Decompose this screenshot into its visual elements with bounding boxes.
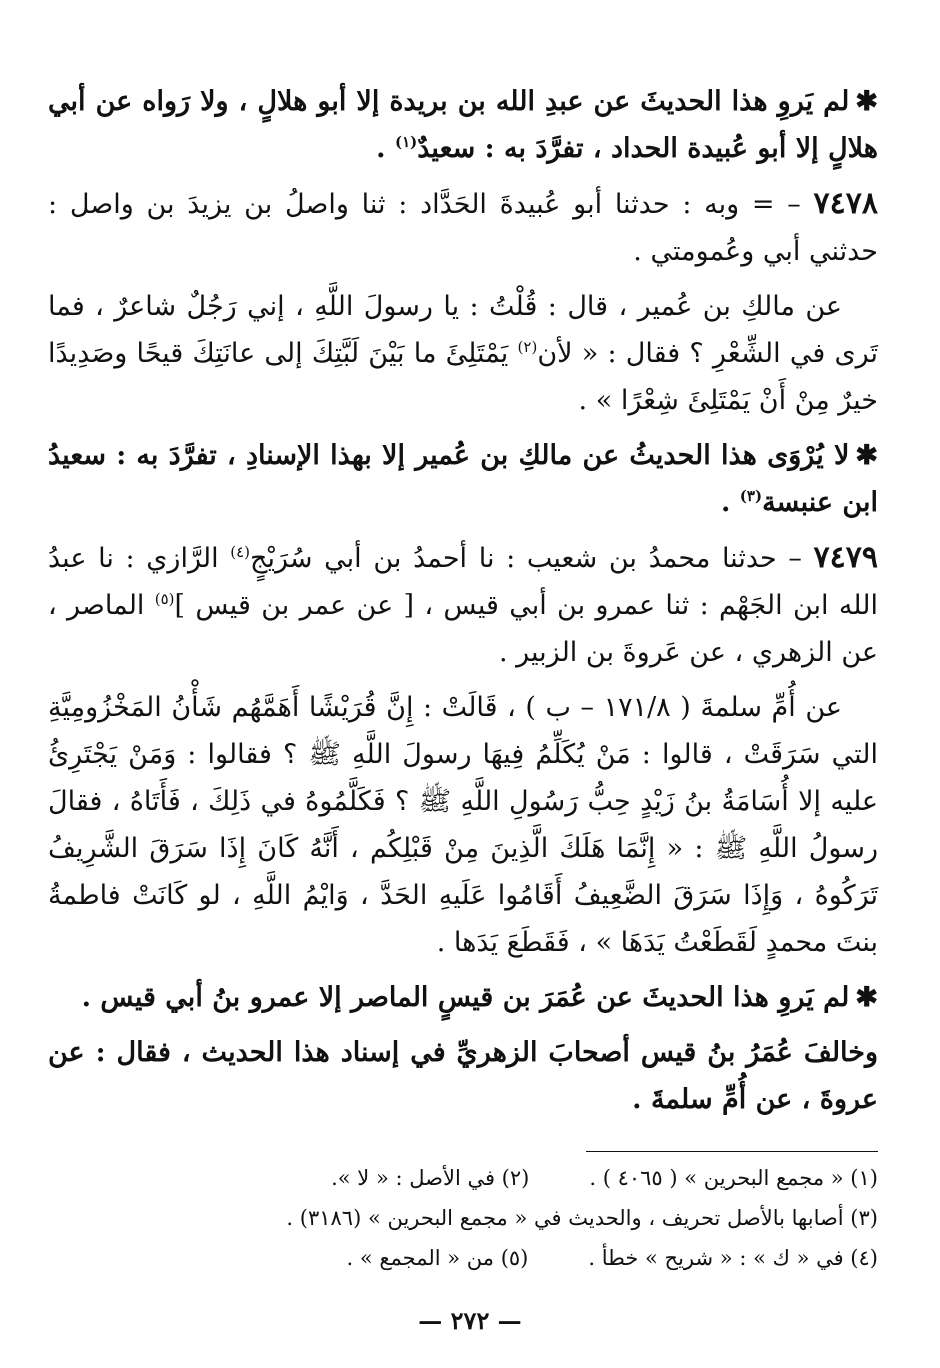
hadith-7478 (48, 180, 878, 275)
note-text: لم يَروِ هذا الحديثَ عن عبدِ الله بن بريدة إلا أبو هلالٍ ، ولا رَواه عن أبي هلالٍ إلا أبو عُبيدة الحداد ، تفرَّدَ به : سعيدٌ (48, 86, 878, 164)
footnote-4: (٤) في « ك » : « شريح » خطأ . (588, 1246, 878, 1270)
note-tail: . (720, 487, 740, 518)
note-paragraph-3 (48, 974, 878, 1021)
hadith-number: ٧٤٧٩ (813, 540, 878, 575)
note-paragraph-2 (48, 432, 878, 526)
footnote-3: (٣) أصابها بالأصل تحريف ، والحديث في « مجمع البحرين » (٣١٨٦) . (286, 1206, 878, 1230)
matn-tail: يَمْتَلِئَ ما بَيْنَ لَبَّتِكَ إلى عانَتِكَ قيحًا وصَدِيدًا خيرٌ مِنْ أَنْ يَمْتَلِئَ شِعْرًا » . (48, 338, 878, 416)
hadith-text-cont: الرَّازي : نا عبدُ الله ابن الجَهْم : ثنا عمرو بن أبي قيس ، [ عن عمر بن قيس ] (48, 543, 878, 621)
asterisk-icon: ✱ (855, 86, 878, 117)
hadith-number: ٧٤٧٨ (813, 186, 878, 221)
footnotes (60, 1158, 878, 1278)
hadith-text: – = وبه : حدثنا أبو عُبيدةَ الحَدَّاد : ثنا واصلُ بن يزيدَ بن واصل : حدثني أبي وعُمومتي . (48, 189, 878, 267)
note-text: لم يَروِ هذا الحديثَ عن عُمَرَ بن قيسٍ الماصر إلا عمرو بنُ أبي قيس . (81, 982, 850, 1013)
page-body (48, 78, 878, 1131)
note-tail: . (376, 133, 395, 164)
footnote-line-2 (60, 1198, 878, 1238)
footnote-ref: (٤) (230, 543, 251, 561)
footnote-5: (٥) من « المجمع » . (346, 1246, 529, 1270)
footnote-ref: (٥) (154, 590, 175, 608)
note-text: وخالفَ عُمَرُ بنُ قيس أصحابَ الزهريِّ في إسناد هذا الحديث ، فقال : عن عروةَ ، عن أُمِّ سلمةَ . (48, 1037, 878, 1115)
matn-text: عن أُمِّ سلمةَ ( ١٧١/٨ – ب ) ، قَالَتْ : إِنَّ قُرَيْشًا أَهَمَّهُم شَأْنُ المَخْزُومِيَّةِ التي سَرَقَتْ ، قالوا : مَنْ يُكَلِّمُ فِيهَا رسولَ اللَّهِ ﷺ ؟ فقالوا : وَمَنْ يَجْتَرِئُ عليه إلا أُسَامَةُ بنُ زَيْدٍ حِبُّ رَسُولِ اللَّهِ ﷺ ؟ فَكَلَّمُوهُ في ذَلِكَ ، فَأَتَاهُ ، فقالَ رسولُ اللَّهِ ﷺ : « إِنَّمَا هَلَكَ الَّذِينَ مِنْ قَبْلِكُم ، أَنَّهُ كَانَ إِذَا سَرَقَ الشَّرِيفُ تَرَكُوهُ ، وَإِذَا سَرَقَ الضَّعِيفُ أَقَامُوا عَلَيهِ الحَدَّ ، وَايْمُ اللَّهِ ، لو كَانَتْ فاطمةُ بنتَ محمدٍ لَقَطَعْتُ يَدَهَا » ، فَقَطَعَ يَدَها . (48, 692, 878, 958)
note-paragraph-4 (48, 1029, 878, 1123)
footnote-separator (586, 1151, 878, 1152)
note-text: لا يُرْوَى هذا الحديثُ عن مالكِ بن عُمير إلا بهذا الإسنادِ ، تفرَّدَ به : سعيدُ ابن عنبسة (48, 440, 878, 518)
footnote-1: (١) « مجمع البحرين » ( ٤٠٦٥ ) . (589, 1166, 878, 1190)
footnote-2: (٢) في الأصل : « لا ». (331, 1166, 530, 1190)
footnote-line-3 (60, 1238, 878, 1278)
page-number: — ٢٧٢ — (418, 1306, 522, 1335)
footnote-ref: (١) (394, 133, 418, 151)
note-paragraph-1 (48, 78, 878, 172)
asterisk-icon: ✱ (855, 440, 878, 471)
matn-text: عن مالكِ بن عُمير ، قال : قُلْتُ : يا رسولَ اللَّهِ ، إني رَجُلٌ شاعرٌ ، فما تَرى في الشِّعْرِ ؟ فقال : « لأن (48, 291, 878, 369)
asterisk-icon: ✱ (855, 982, 878, 1013)
footnote-ref: (٣) (739, 487, 763, 505)
hadith-matn-7479 (48, 684, 878, 966)
hadith-matn-7478 (48, 283, 878, 424)
hadith-text-end: الماصر ، عن الزهري ، عن عَروةَ بن الزبير . (48, 590, 878, 668)
footnote-ref: (٢) (517, 338, 538, 356)
footnote-line-1 (60, 1158, 878, 1198)
hadith-7479 (48, 534, 878, 676)
hadith-text: – حدثنا محمدُ بن شعيب : نا أحمدُ بن أبي سُرَيْجٍ (250, 543, 814, 574)
